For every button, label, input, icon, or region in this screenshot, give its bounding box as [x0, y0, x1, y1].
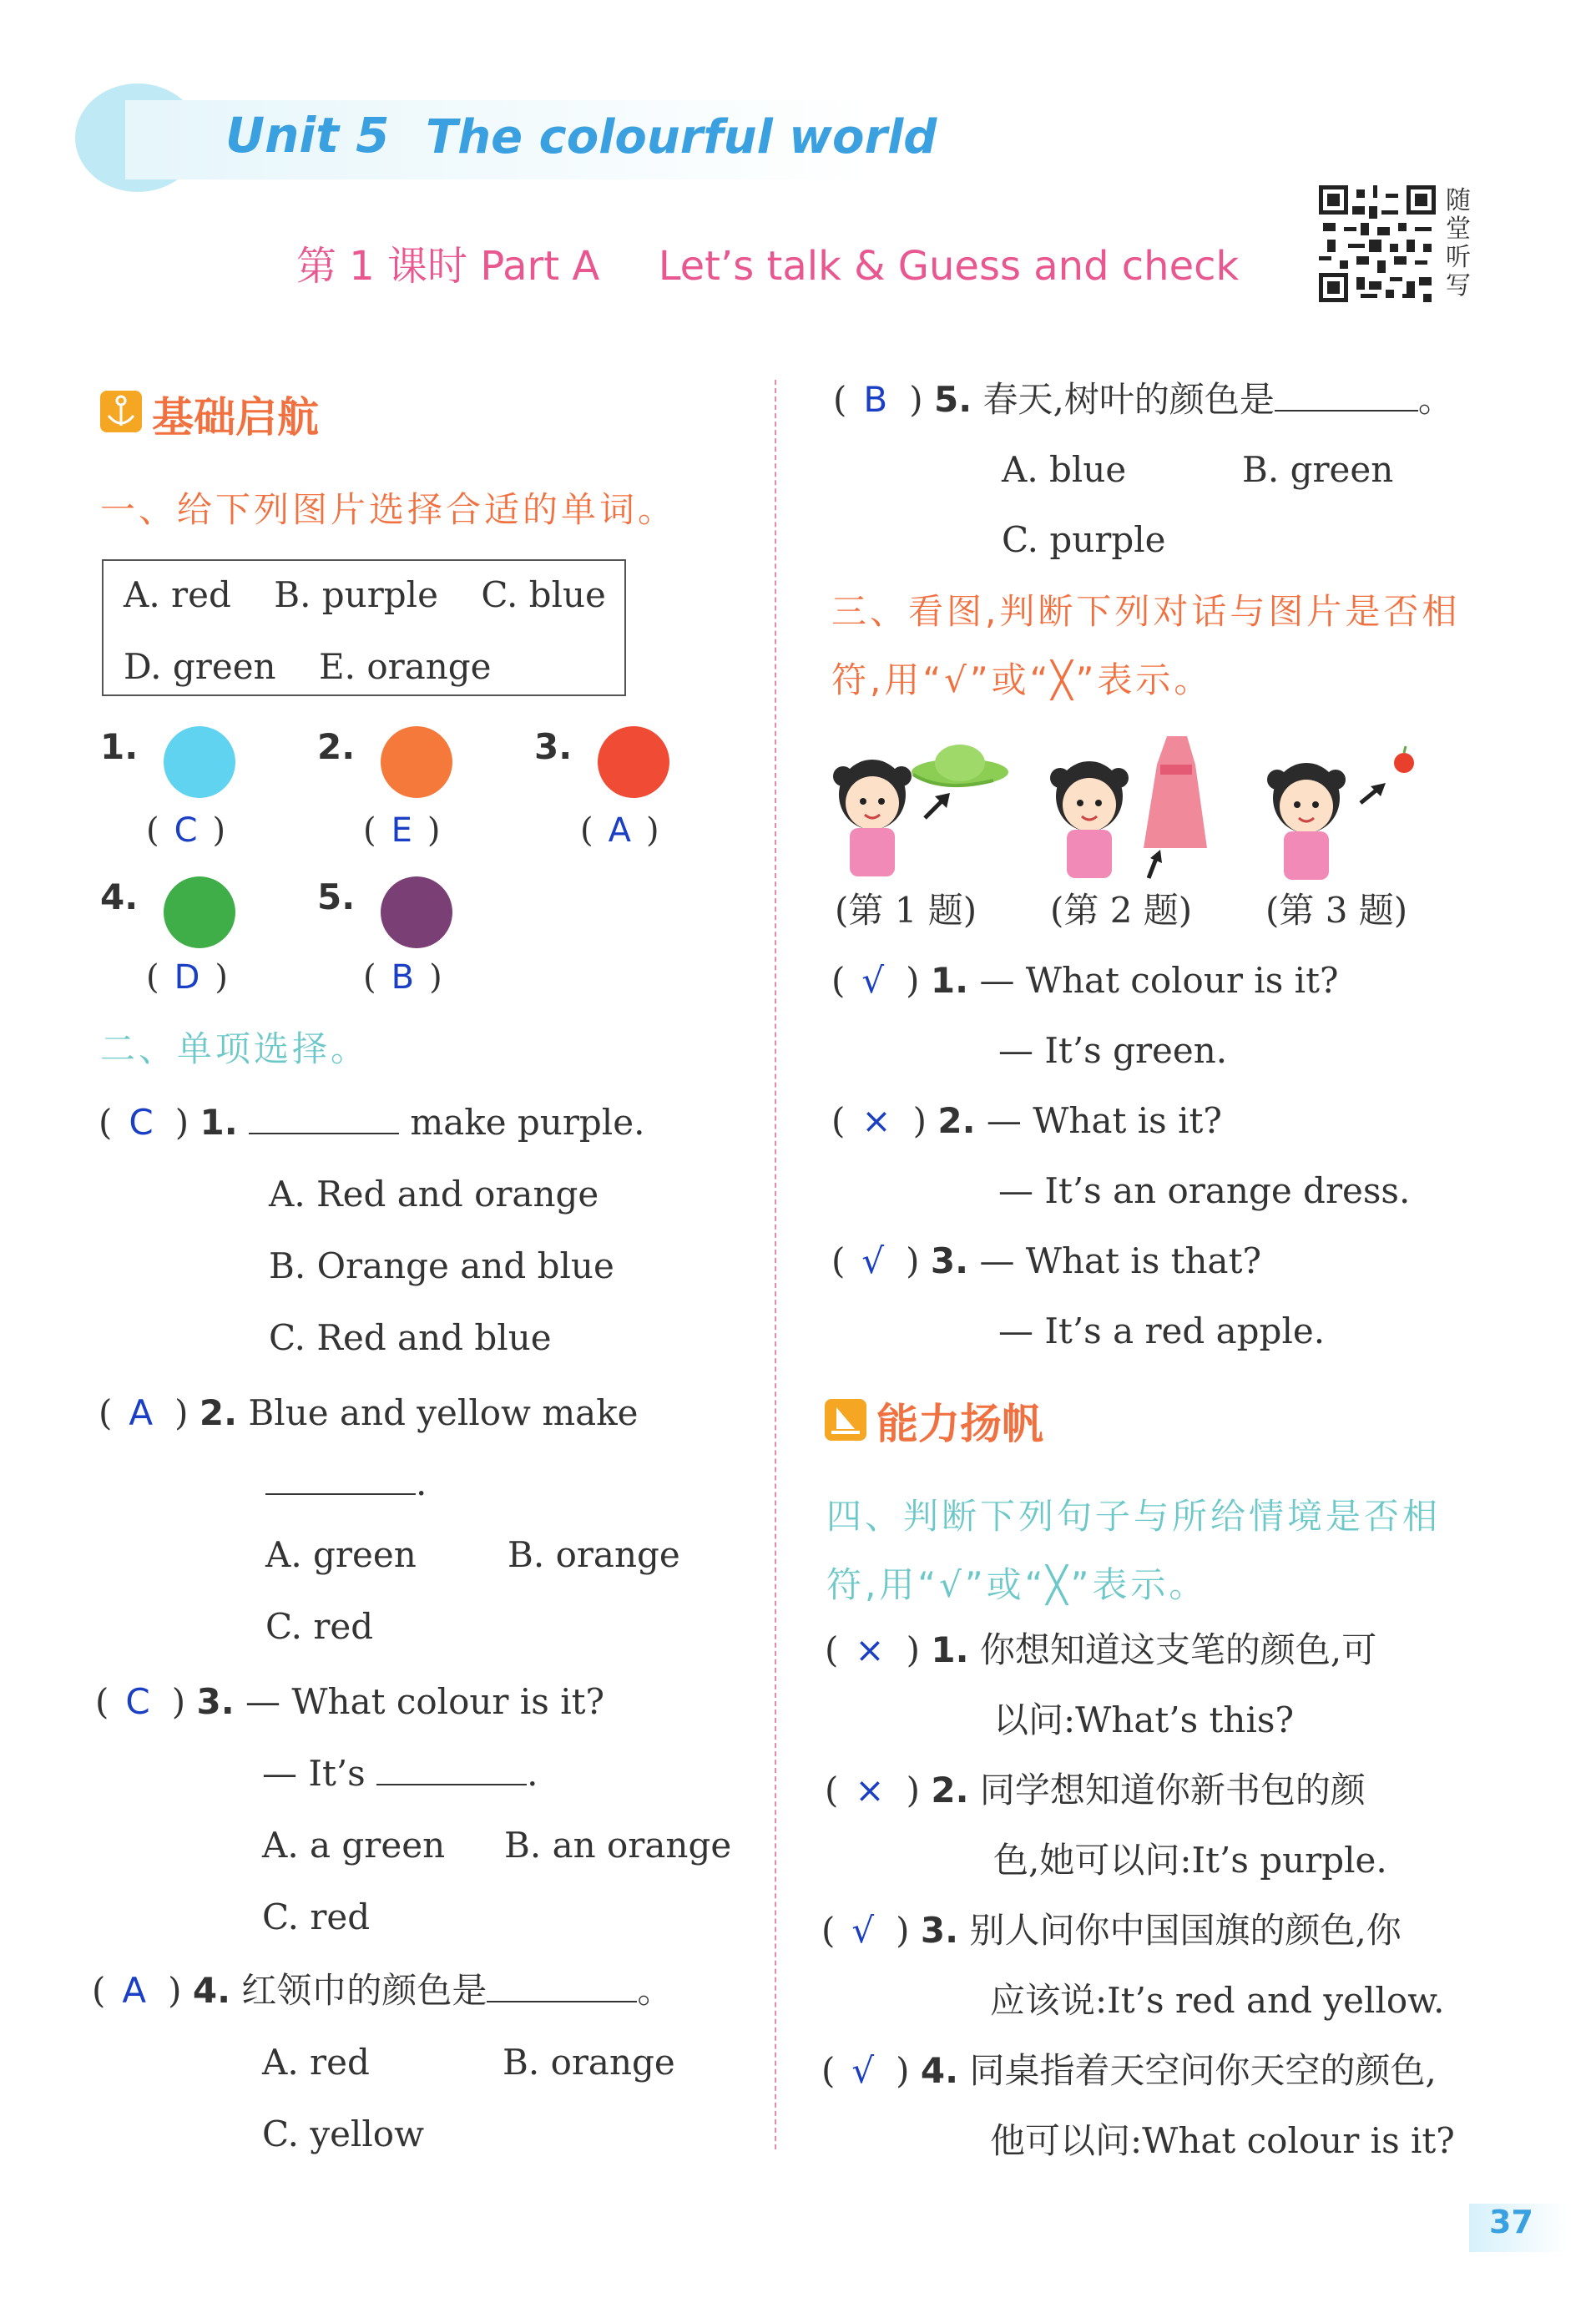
scenario-item-1-line2: 以问:What’s this? [993, 1699, 1294, 1740]
anchor-icon [100, 391, 142, 432]
answer-slot: ( D ) [146, 958, 229, 997]
girl-with-apple-illustration [1260, 743, 1427, 885]
word-option-d: D. green [124, 646, 276, 687]
part3-heading-line1: 三、看图,判断下列对话与图片是否相 [831, 591, 1461, 632]
answer-slot: ( B ) [363, 958, 442, 997]
color-item-num: 4. [100, 876, 139, 917]
mc-option: A. blue [1002, 449, 1127, 490]
word-option-a: A. red [124, 574, 231, 615]
mc-option: A. a green [262, 1825, 446, 1866]
picture-caption-2: (第 2 题) [1050, 890, 1193, 931]
girl-with-hat-illustration [826, 735, 1010, 885]
judge-item-2-line2: — It’s an orange dress. [998, 1170, 1411, 1211]
mc-question-5: ( B ) 5. 春天,树叶的颜色是 。 [833, 379, 1453, 420]
color-circle [164, 726, 235, 798]
scenario-item-3-line2: 应该说:It’s red and yellow. [990, 1980, 1445, 2021]
mc-option: B. green [1242, 449, 1394, 490]
unit-label: Unit 5 [225, 107, 390, 164]
judge-item-1: ( √ ) 1. — What colour is it? [831, 960, 1339, 1001]
mc-option: A. Red and orange [269, 1174, 599, 1215]
mc-question-2: ( A ) 2. Blue and yellow make [98, 1392, 639, 1433]
part1-heading: 一、给下列图片选择合适的单词。 [100, 489, 677, 530]
girl-with-dress-illustration [1043, 731, 1227, 886]
answer-slot: ( E ) [363, 811, 441, 850]
color-circle [381, 876, 452, 948]
mc-option: B. Orange and blue [269, 1245, 614, 1286]
mc-option: B. orange [503, 2042, 675, 2083]
word-options-box [102, 559, 626, 696]
scenario-item-3: ( √ ) 3. 别人问你中国国旗的颜色,你 [821, 1910, 1402, 1951]
mc-option: B. orange [508, 1534, 680, 1575]
judge-item-1-line2: — It’s green. [998, 1030, 1228, 1071]
mc-option: C. purple [1002, 519, 1166, 560]
qr-caption: 随 堂 听 写 [1446, 186, 1471, 300]
scenario-item-4: ( √ ) 4. 同桌指着天空问你天空的颜色, [821, 2050, 1437, 2091]
part2-heading: 二、单项选择。 [100, 1028, 370, 1069]
mc-question-4: ( A ) 4. 红领巾的颜色是 。 [92, 1970, 673, 2011]
picture-caption-3: (第 3 题) [1265, 890, 1408, 931]
part4-heading-line2: 符,用“√”或“╳”表示。 [826, 1564, 1208, 1605]
mc-question-3: ( C ) 3. — What colour is it? [95, 1681, 605, 1722]
picture-caption-1: (第 1 题) [835, 890, 977, 931]
page-number: 37 [1489, 2204, 1533, 2240]
column-divider [775, 380, 776, 2149]
color-item-num: 5. [317, 876, 356, 917]
answer-slot: ( C ) [146, 811, 226, 850]
mc-option: C. yellow [262, 2113, 425, 2154]
word-option-b: B. purple [274, 574, 438, 615]
judge-item-3: ( √ ) 3. — What is that? [831, 1240, 1261, 1281]
color-circle [381, 726, 452, 798]
mc-question-3-line2: — It’s . [262, 1753, 538, 1794]
word-option-c: C. blue [481, 574, 606, 615]
mc-option: C. red [265, 1606, 374, 1647]
answer-slot: ( A ) [580, 811, 659, 850]
mc-option: A. green [265, 1534, 417, 1575]
mc-option: C. red [262, 1896, 371, 1937]
lesson-part: Part A [480, 243, 600, 290]
judge-item-2: ( × ) 2. — What is it? [831, 1100, 1222, 1141]
color-item-num: 1. [100, 726, 139, 767]
scenario-item-1: ( × ) 1. 你想知道这支笔的颜色,可 [825, 1629, 1377, 1670]
mc-question-2-blank: . [265, 1461, 427, 1506]
scenario-item-2: ( × ) 2. 同学想知道你新书包的颜 [825, 1770, 1366, 1810]
color-item-num: 3. [534, 726, 573, 767]
sail-icon [825, 1399, 866, 1441]
mc-option: A. red [262, 2042, 370, 2083]
section-ability-title: 能力扬帆 [876, 1400, 1043, 1448]
color-circle [598, 726, 669, 798]
word-option-e: E. orange [318, 646, 492, 687]
part3-heading-line2: 符,用“√”或“╳”表示。 [831, 659, 1213, 700]
mc-option: B. an orange [504, 1825, 732, 1866]
color-circle [164, 876, 235, 948]
lesson-title: Let’s talk & Guess and check [658, 243, 1240, 290]
mc-question-1: ( C ) 1. make purple. [98, 1102, 645, 1143]
part4-heading-line1: 四、判断下列句子与所给情境是否相 [826, 1496, 1442, 1537]
scenario-item-2-line2: 色,她可以问:It’s purple. [993, 1840, 1387, 1881]
mc-option: C. Red and blue [269, 1317, 552, 1358]
lesson-header [296, 234, 1239, 291]
scenario-item-4-line2: 他可以问:What colour is it? [990, 2120, 1455, 2161]
section-basic-title: 基础启航 [152, 393, 319, 442]
color-item-num: 2. [317, 726, 356, 767]
judge-item-3-line2: — It’s a red apple. [998, 1311, 1326, 1351]
qr-code[interactable] [1319, 185, 1436, 302]
lesson-prefix: 第 1 课时 [296, 243, 468, 290]
unit-title: The colourful world [426, 110, 937, 164]
